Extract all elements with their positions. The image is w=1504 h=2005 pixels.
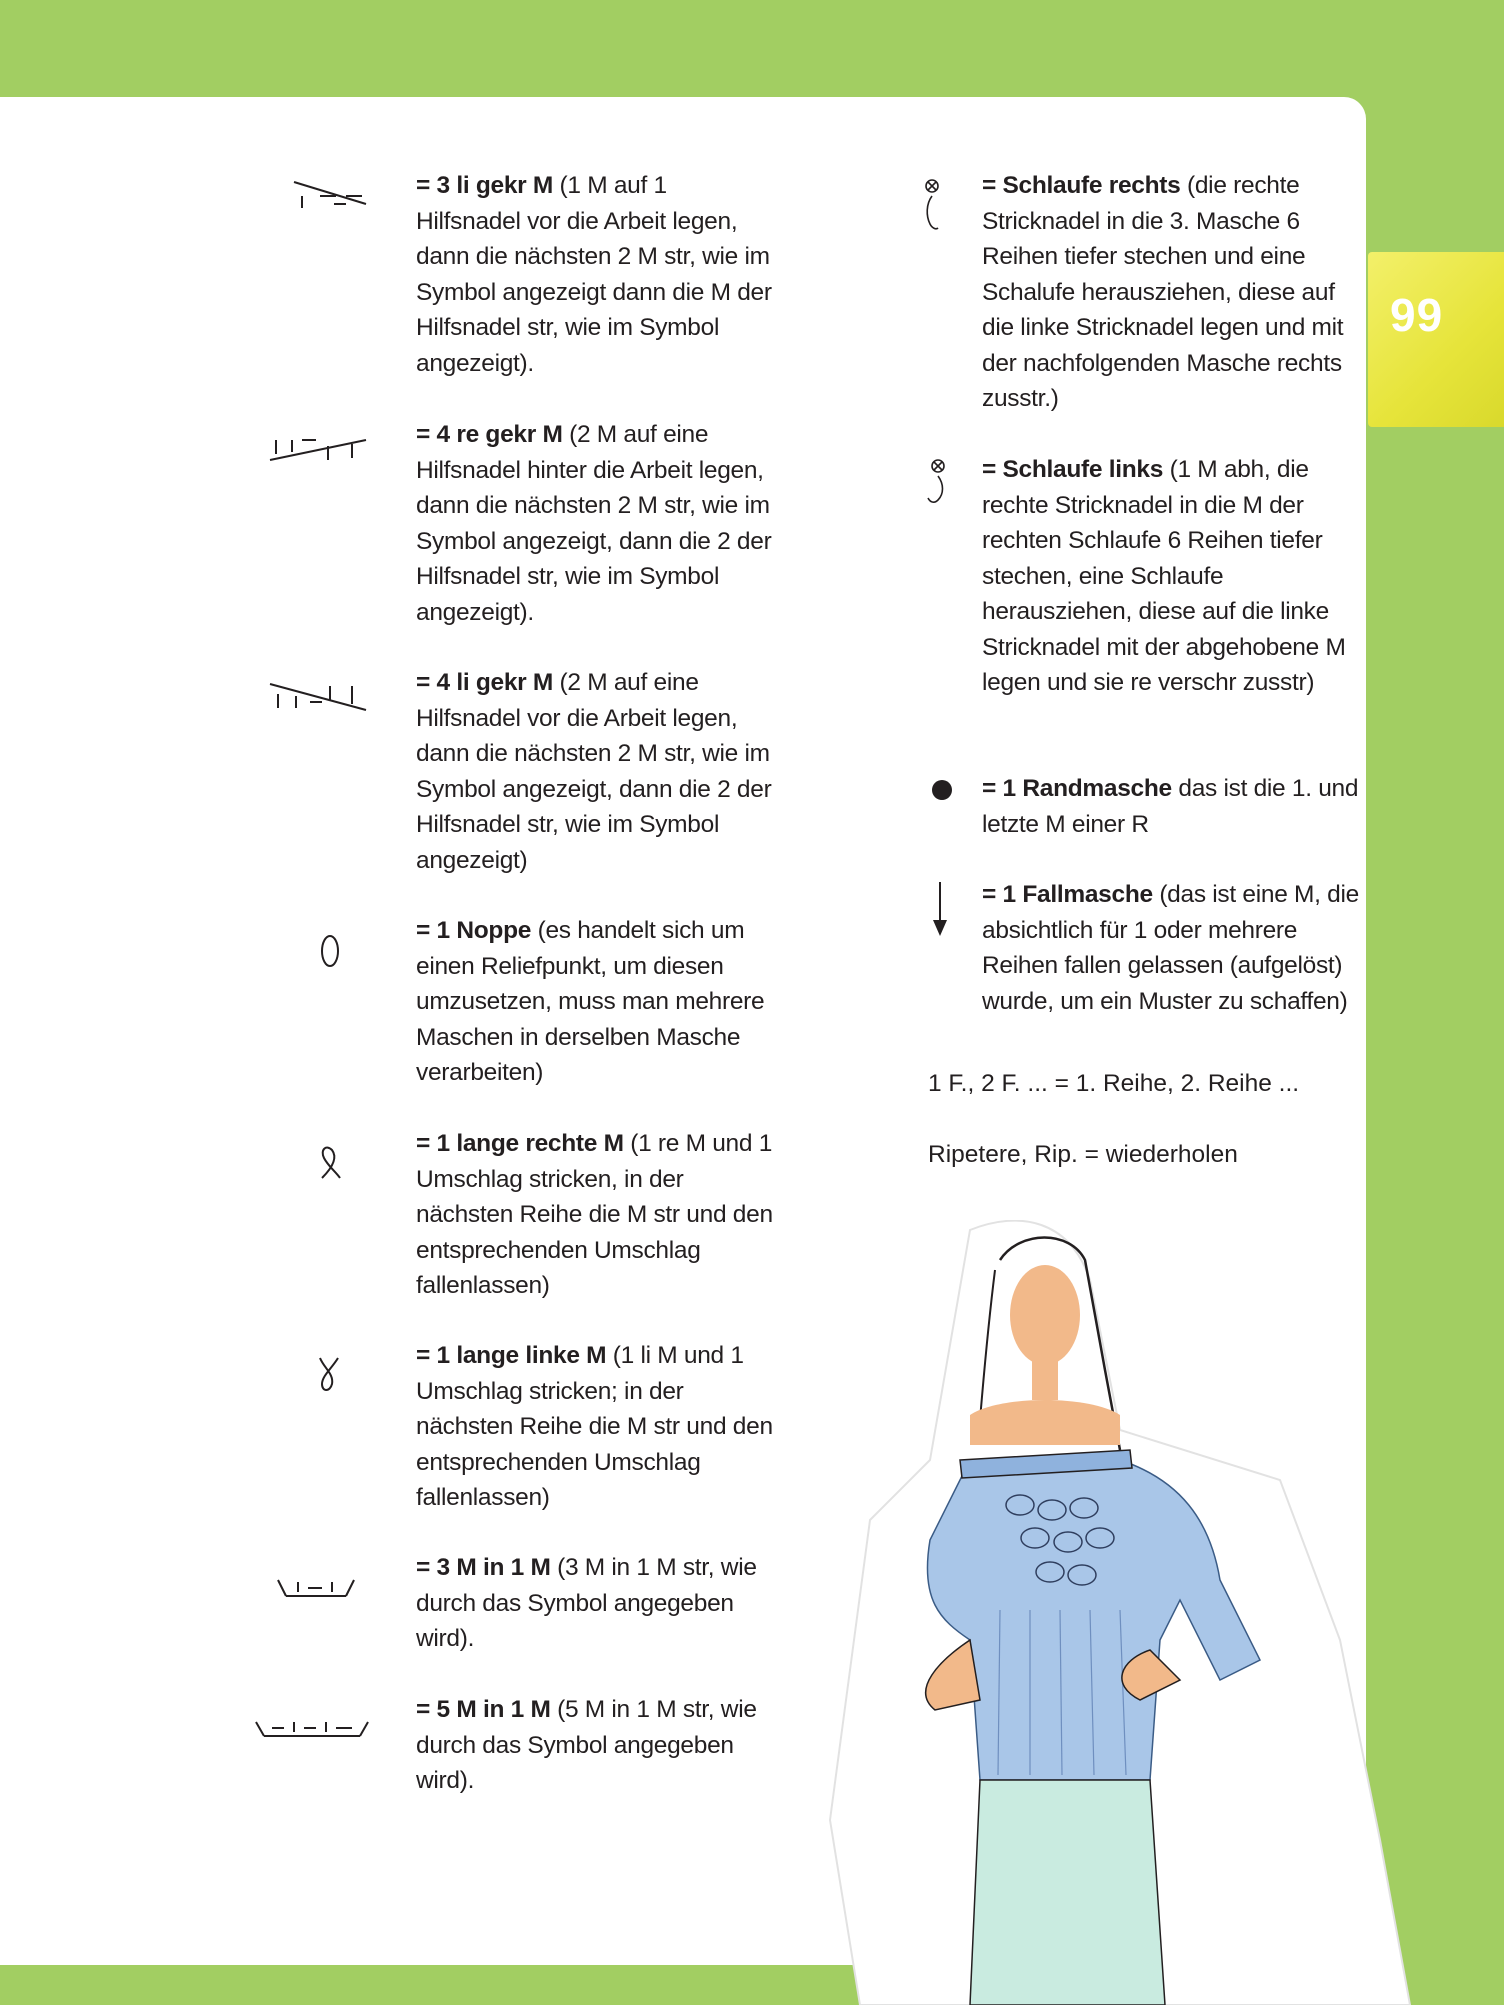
loop-right-icon <box>920 176 944 234</box>
legend-entry-loop-left: = Schlaufe links (1 M abh, die rechte Stricknadel in die M der rechten Schlaufe 6 Reihen tiefer stechen, eine Schlaufe herausziehen, diese auf die linke Stricknadel mit der abgehobene M legen und sie re verschr zusstr) <box>982 456 1346 696</box>
legend-entry-cable-4-left: = 4 li gekr M (2 M auf eine Hilfsnadel vor die Arbeit legen, dann die nächsten 2 M str, wie im Symbol angezeigt, dann die 2 der Hilfsnadel str, wie im Symbol angezeigt) <box>416 669 772 874</box>
five-in-one-icon <box>254 1716 370 1744</box>
legend-entry-three-in-one: = 3 M in 1 M (3 M in 1 M str, wie durch das Symbol angegeben wird). <box>416 1554 757 1652</box>
long-knit-stitch-icon <box>314 1142 344 1182</box>
legend-entry-long-purl: = 1 lange linke M (1 li M und 1 Umschlag stricken; in der nächsten Reihe die M str und den entsprechenden Umschlag fallenlassen) <box>416 1342 773 1511</box>
legend-entry-bobble: = 1 Noppe (es handelt sich um einen Reliefpunkt, um diesen umzusetzen, muss man mehrere Maschen in derselben Masche verarbeiten) <box>416 917 765 1086</box>
cable-4-right-icon <box>268 430 368 466</box>
page-number: 99 <box>1390 289 1444 341</box>
legend-entry-five-in-one: = 5 M in 1 M (5 M in 1 M str, wie durch das Symbol angegeben wird). <box>416 1696 757 1794</box>
long-purl-stitch-icon <box>314 1354 344 1394</box>
cable-3-left-icon <box>290 178 370 214</box>
legend-entry-cable-4-right: = 4 re gekr M (2 M auf eine Hilfsnadel hinter die Arbeit legen, dann die nächsten 2 M str, wie im Symbol angezeigt, dann die 2 der Hilfsnadel str, wie im Symbol angezeigt). <box>416 421 772 626</box>
legend-entry-long-knit: = 1 lange rechte M (1 re M und 1 Umschlag stricken, in der nächsten Reihe die M str und den entsprechenden Umschlag fallenlassen) <box>416 1130 773 1299</box>
drop-stitch-arrow-icon <box>930 880 950 938</box>
cable-4-left-icon <box>268 678 368 714</box>
three-in-one-icon <box>274 1574 358 1602</box>
legend-entry-loop-right: = Schlaufe rechts (die rechte Stricknadel in die 3. Masche 6 Reihen tiefer stechen und eine Schalufe herausziehen, diese auf die linke Stricknadel legen und mit der nachfolgenden Masche rechts zusstr.) <box>982 172 1344 412</box>
note-repeat: Ripetere, Rip. = wiederholen <box>928 1141 1238 1168</box>
edge-stitch-dot-icon <box>930 778 954 802</box>
legend-entry-drop-stitch: = 1 Fallmasche (das ist eine M, die absichtlich für 1 oder mehrere Reihen fallen gelassen (aufgelöst) wurde, um ein Muster zu schaffen) <box>982 881 1359 1015</box>
loop-left-icon <box>924 456 948 506</box>
bobble-icon <box>318 932 342 970</box>
legend-entry-edge-stitch: = 1 Randmasche das ist die 1. und letzte M einer R <box>982 775 1359 838</box>
fashion-illustration <box>820 1220 1420 2005</box>
note-rows: 1 F., 2 F. ... = 1. Reihe, 2. Reihe ... <box>928 1070 1300 1097</box>
legend-entry-cable-3-left: = 3 li gekr M (1 M auf 1 Hilfsnadel vor die Arbeit legen, dann die nächsten 2 M str, wie im Symbol angezeigt dann die M der Hilfsnadel str, wie im Symbol angezeigt). <box>416 172 772 377</box>
